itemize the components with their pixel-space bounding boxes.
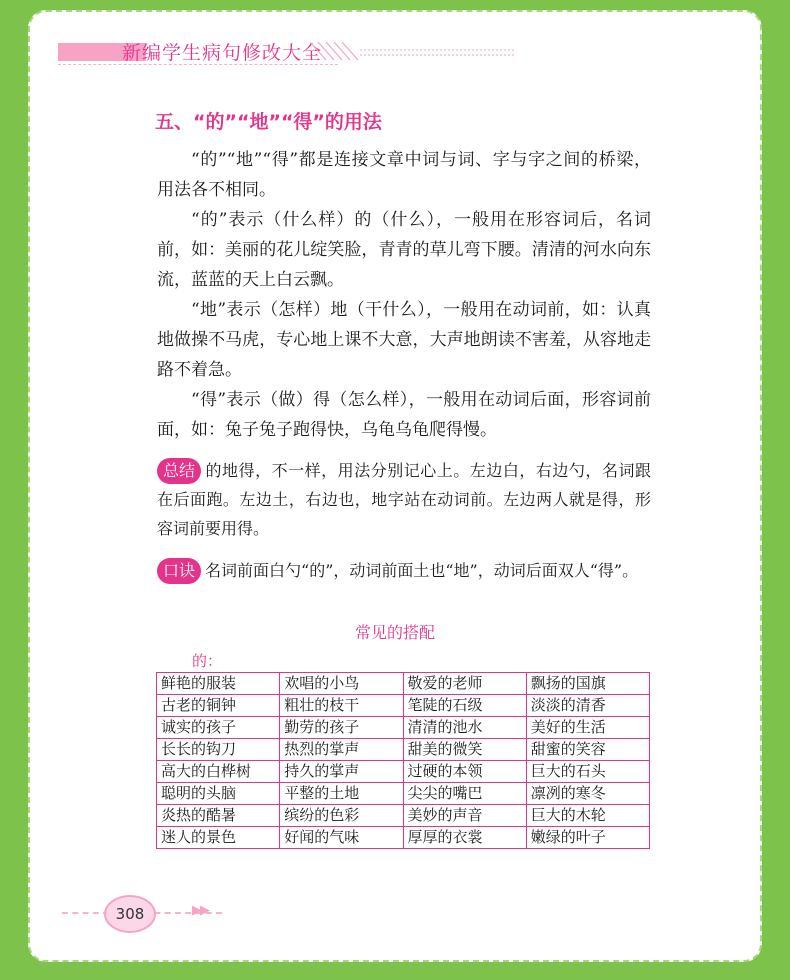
table-row: [157, 695, 650, 717]
table-row: [157, 761, 650, 783]
table-cell: 厚厚的衣裳: [403, 827, 526, 849]
table-cell: 甜蜜的笑容: [526, 739, 649, 761]
table-cell: 高大的白桦树: [157, 761, 280, 783]
table-cell: 淡淡的清香: [526, 695, 649, 717]
header-stripes: [300, 40, 530, 62]
paragraph-de: “的”表示（什么样）的（什么），一般用在形容词后，名词前，如：美丽的花儿绽笑脸，青青的草儿弯下腰。清清的河水向东流，蓝蓝的天上白云飘。: [157, 210, 651, 290]
table-cell: 缤纷的色彩: [280, 805, 403, 827]
table-row: [157, 805, 650, 827]
table-cell: 聪明的头脑: [157, 783, 280, 805]
collocation-title: 常见的搭配: [354, 623, 435, 642]
summary-block: [157, 456, 651, 543]
table-cell: 敬爱的老师: [403, 673, 526, 695]
table-cell: 鲜艳的服装: [157, 673, 280, 695]
table-cell: 欢唱的小鸟: [280, 673, 403, 695]
table-row: [157, 673, 650, 695]
table-cell: 巨大的木轮: [526, 805, 649, 827]
mnemonic-block: [157, 556, 651, 585]
table-cell: 炎热的酷暑: [157, 805, 280, 827]
collocation-label: 的：: [192, 652, 223, 670]
table-row: [157, 783, 650, 805]
mnemonic-tag: 口诀: [157, 558, 201, 584]
table-cell: 甜美的微笑: [403, 739, 526, 761]
table-cell: 长长的钩刀: [157, 739, 280, 761]
table-cell: 持久的掌声: [280, 761, 403, 783]
table-cell: 笔陡的石级: [403, 695, 526, 717]
paragraph-intro: “的”“地”“得”都是连接文章中词与词、字与字之间的桥梁，用法各不相同。: [157, 150, 651, 200]
paragraph-di: “地”表示（怎样）地（干什么），一般用在动词前，如：认真地做操不马虎，专心地上课不大意，大声地朗读不害羞，从容地走路不着急。: [157, 300, 651, 380]
table-cell: 美好的生活: [526, 717, 649, 739]
table-cell: 嫩绿的叶子: [526, 827, 649, 849]
table-cell: 巨大的石头: [526, 761, 649, 783]
table-row: [157, 739, 650, 761]
summary-text: 的地得，不一样，用法分别记心上。左边白，右边勺，名词跟在后面跑。左边土，右边也，地字站在动词前。左边两人就是得，形容词前要用得。: [157, 461, 651, 538]
table-cell: 古老的铜钟: [157, 695, 280, 717]
table-cell: 粗壮的枝干: [280, 695, 403, 717]
table-cell: 好闻的气味: [280, 827, 403, 849]
table-cell: 平整的土地: [280, 783, 403, 805]
double-arrow-right-icon: ▶▶: [192, 903, 208, 918]
header-divider: [58, 64, 338, 65]
table-row: [157, 717, 650, 739]
mnemonic-text: 名词前面白勺“的”，动词前面土也“地”，动词后面双人“得”。: [205, 561, 639, 580]
page-number: 308: [104, 895, 156, 933]
table-cell: 迷人的景色: [157, 827, 280, 849]
table-cell: 勤劳的孩子: [280, 717, 403, 739]
table-cell: 热烈的掌声: [280, 739, 403, 761]
table-cell: 美妙的声音: [403, 805, 526, 827]
header-title: 新编学生病句修改大全: [122, 42, 323, 64]
table-cell: 清清的池水: [403, 717, 526, 739]
table-cell: 飘扬的国旗: [526, 673, 649, 695]
summary-tag: 总结: [157, 458, 201, 484]
table-cell: 过硬的本领: [403, 761, 526, 783]
table-cell: 凛冽的寒冬: [526, 783, 649, 805]
collocation-table: [156, 672, 650, 849]
paragraph-dei: “得”表示（做）得（怎么样），一般用在动词后面，形容词前面，如：兔子兔子跑得快，乌龟乌龟爬得慢。: [157, 390, 651, 440]
section-title: 五、“的”“地”“得”的用法: [155, 111, 382, 133]
table-cell: 尖尖的嘴巴: [403, 783, 526, 805]
table-cell: 诚实的孩子: [157, 717, 280, 739]
table-row: [157, 827, 650, 849]
